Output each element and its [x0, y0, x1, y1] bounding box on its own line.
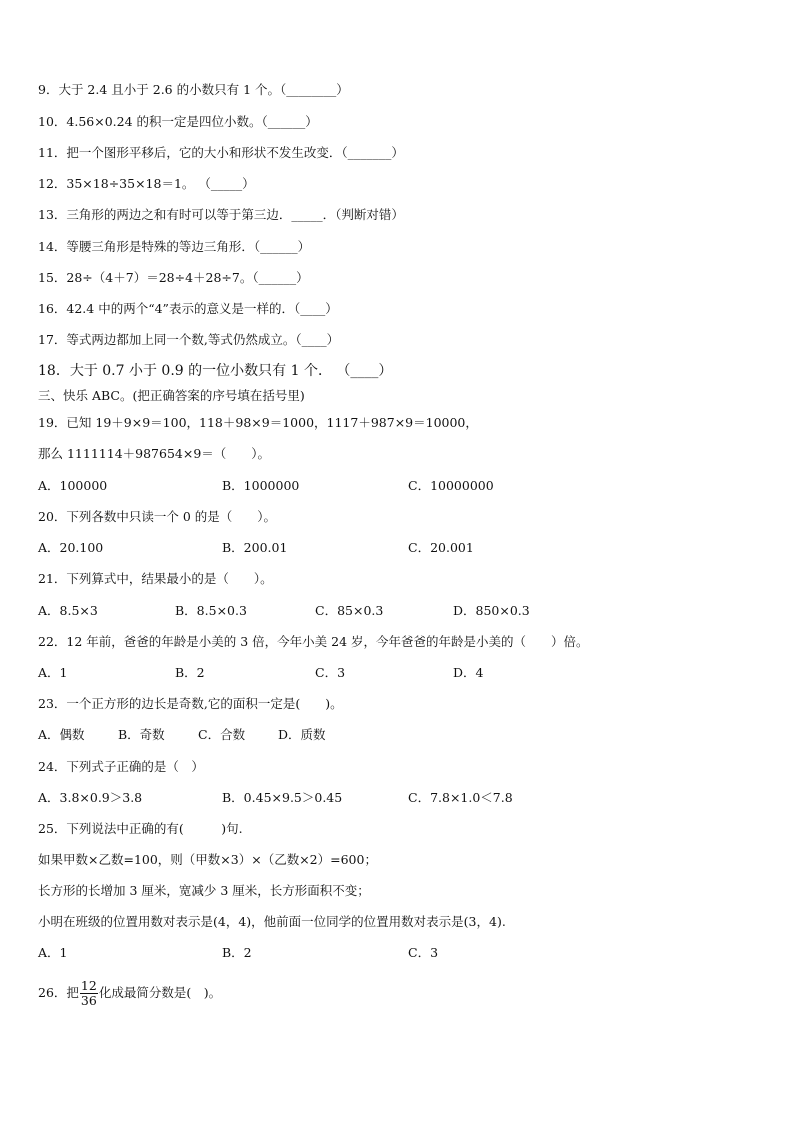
q21-option-a: A．8.5×3: [38, 603, 98, 618]
question-22: 22．12 年前，爸爸的年龄是小美的 3 倍，今年小美 24 岁，今年爸爸的年龄是小美的（ ）倍。: [38, 634, 589, 649]
q26-numerator: 12: [80, 978, 97, 993]
q24-option-b: B．0.45×9.5＞0.45: [222, 790, 343, 805]
q22-option-d: D．4: [453, 665, 484, 680]
q23-option-d: D．质数: [278, 727, 326, 742]
q23-option-b: B．奇数: [118, 727, 165, 742]
q26-prefix: 26．把: [38, 985, 79, 1000]
q26-denominator: 36: [80, 993, 97, 1008]
question-21: 21．下列算式中，结果最小的是（ ）。: [38, 571, 273, 586]
q26-fraction: [80, 979, 98, 1008]
question-9: 9．大于 2.4 且小于 2.6 的小数只有 1 个。（________）: [38, 82, 349, 97]
q23-option-c: C．合数: [198, 727, 246, 742]
q21-option-d: D．850×0.3: [453, 603, 530, 618]
q22-option-c: C．3: [315, 665, 346, 680]
q19-option-c: C．10000000: [408, 478, 494, 493]
q20-option-a: A．20.100: [38, 540, 104, 555]
question-13: 13．三角形的两边之和有时可以等于第三边．_____．（判断对错）: [38, 207, 404, 222]
question-10: 10．4.56×0.24 的积一定是四位小数。（______）: [38, 114, 318, 129]
q25-option-c: C．3: [408, 945, 439, 960]
q26-suffix: 化成最简分数是( )。: [98, 985, 222, 1000]
q21-option-b: B．8.5×0.3: [175, 603, 247, 618]
question-20: 20．下列各数中只读一个 0 的是（ ）。: [38, 509, 277, 524]
q23-option-a: A．偶数: [38, 727, 85, 742]
question-23: 23．一个正方形的边长是奇数,它的面积一定是( )。: [38, 696, 343, 711]
q20-option-b: B．200.01: [222, 540, 288, 555]
q20-option-c: C．20.001: [408, 540, 474, 555]
q25-statement-1: 如果甲数×乙数=100，则（甲数×3）×（乙数×2）=600；: [38, 852, 377, 867]
section-title: 三、快乐 ABC。(把正确答案的序号填在括号里): [38, 388, 305, 403]
question-11: 11．把一个图形平移后，它的大小和形状不发生改变．（_______）: [38, 145, 404, 160]
q25-option-a: A．1: [38, 945, 68, 960]
q25-statement-2: 长方形的长增加 3 厘米，宽减少 3 厘米，长方形面积不变；: [38, 883, 370, 898]
question-16: 16．42.4 中的两个“4”表示的意义是一样的．（____）: [38, 301, 338, 316]
q19-option-b: B．1000000: [222, 478, 300, 493]
q24-option-c: C．7.8×1.0＜7.8: [408, 790, 513, 805]
question-14: 14．等腰三角形是特殊的等边三角形．（______）: [38, 239, 311, 254]
q19-option-a: A．100000: [38, 478, 108, 493]
q25-statement-3: 小明在班级的位置用数对表示是(4，4)，他前面一位同学的位置用数对表示是(3，4).: [38, 914, 506, 929]
q22-option-b: B．2: [175, 665, 205, 680]
q25-option-b: B．2: [222, 945, 252, 960]
q22-option-a: A．1: [38, 665, 68, 680]
question-26: [38, 978, 221, 1008]
question-19-line1: 19．已知 19＋9×9＝100，118＋98×9＝1000，1117＋987×9＝10000，: [38, 415, 478, 430]
question-18: 18．大于 0.7 小于 0.9 的一位小数只有 1 个． （____）: [38, 363, 393, 379]
question-25: 25．下列说法中正确的有( )句.: [38, 821, 243, 836]
question-19-line2: 那么 1111114＋987654×9＝（ ）。: [38, 446, 271, 461]
question-12: 12．35×18÷35×18＝1。 （_____）: [38, 176, 255, 191]
question-17: 17．等式两边都加上同一个数,等式仍然成立。（____）: [38, 332, 340, 347]
question-24: 24．下列式子正确的是（ ）: [38, 759, 204, 774]
q24-option-a: A．3.8×0.9＞3.8: [38, 790, 143, 805]
q21-option-c: C．85×0.3: [315, 603, 384, 618]
question-15: 15．28÷（4＋7）＝28÷4＋28÷7。（______）: [38, 270, 309, 285]
